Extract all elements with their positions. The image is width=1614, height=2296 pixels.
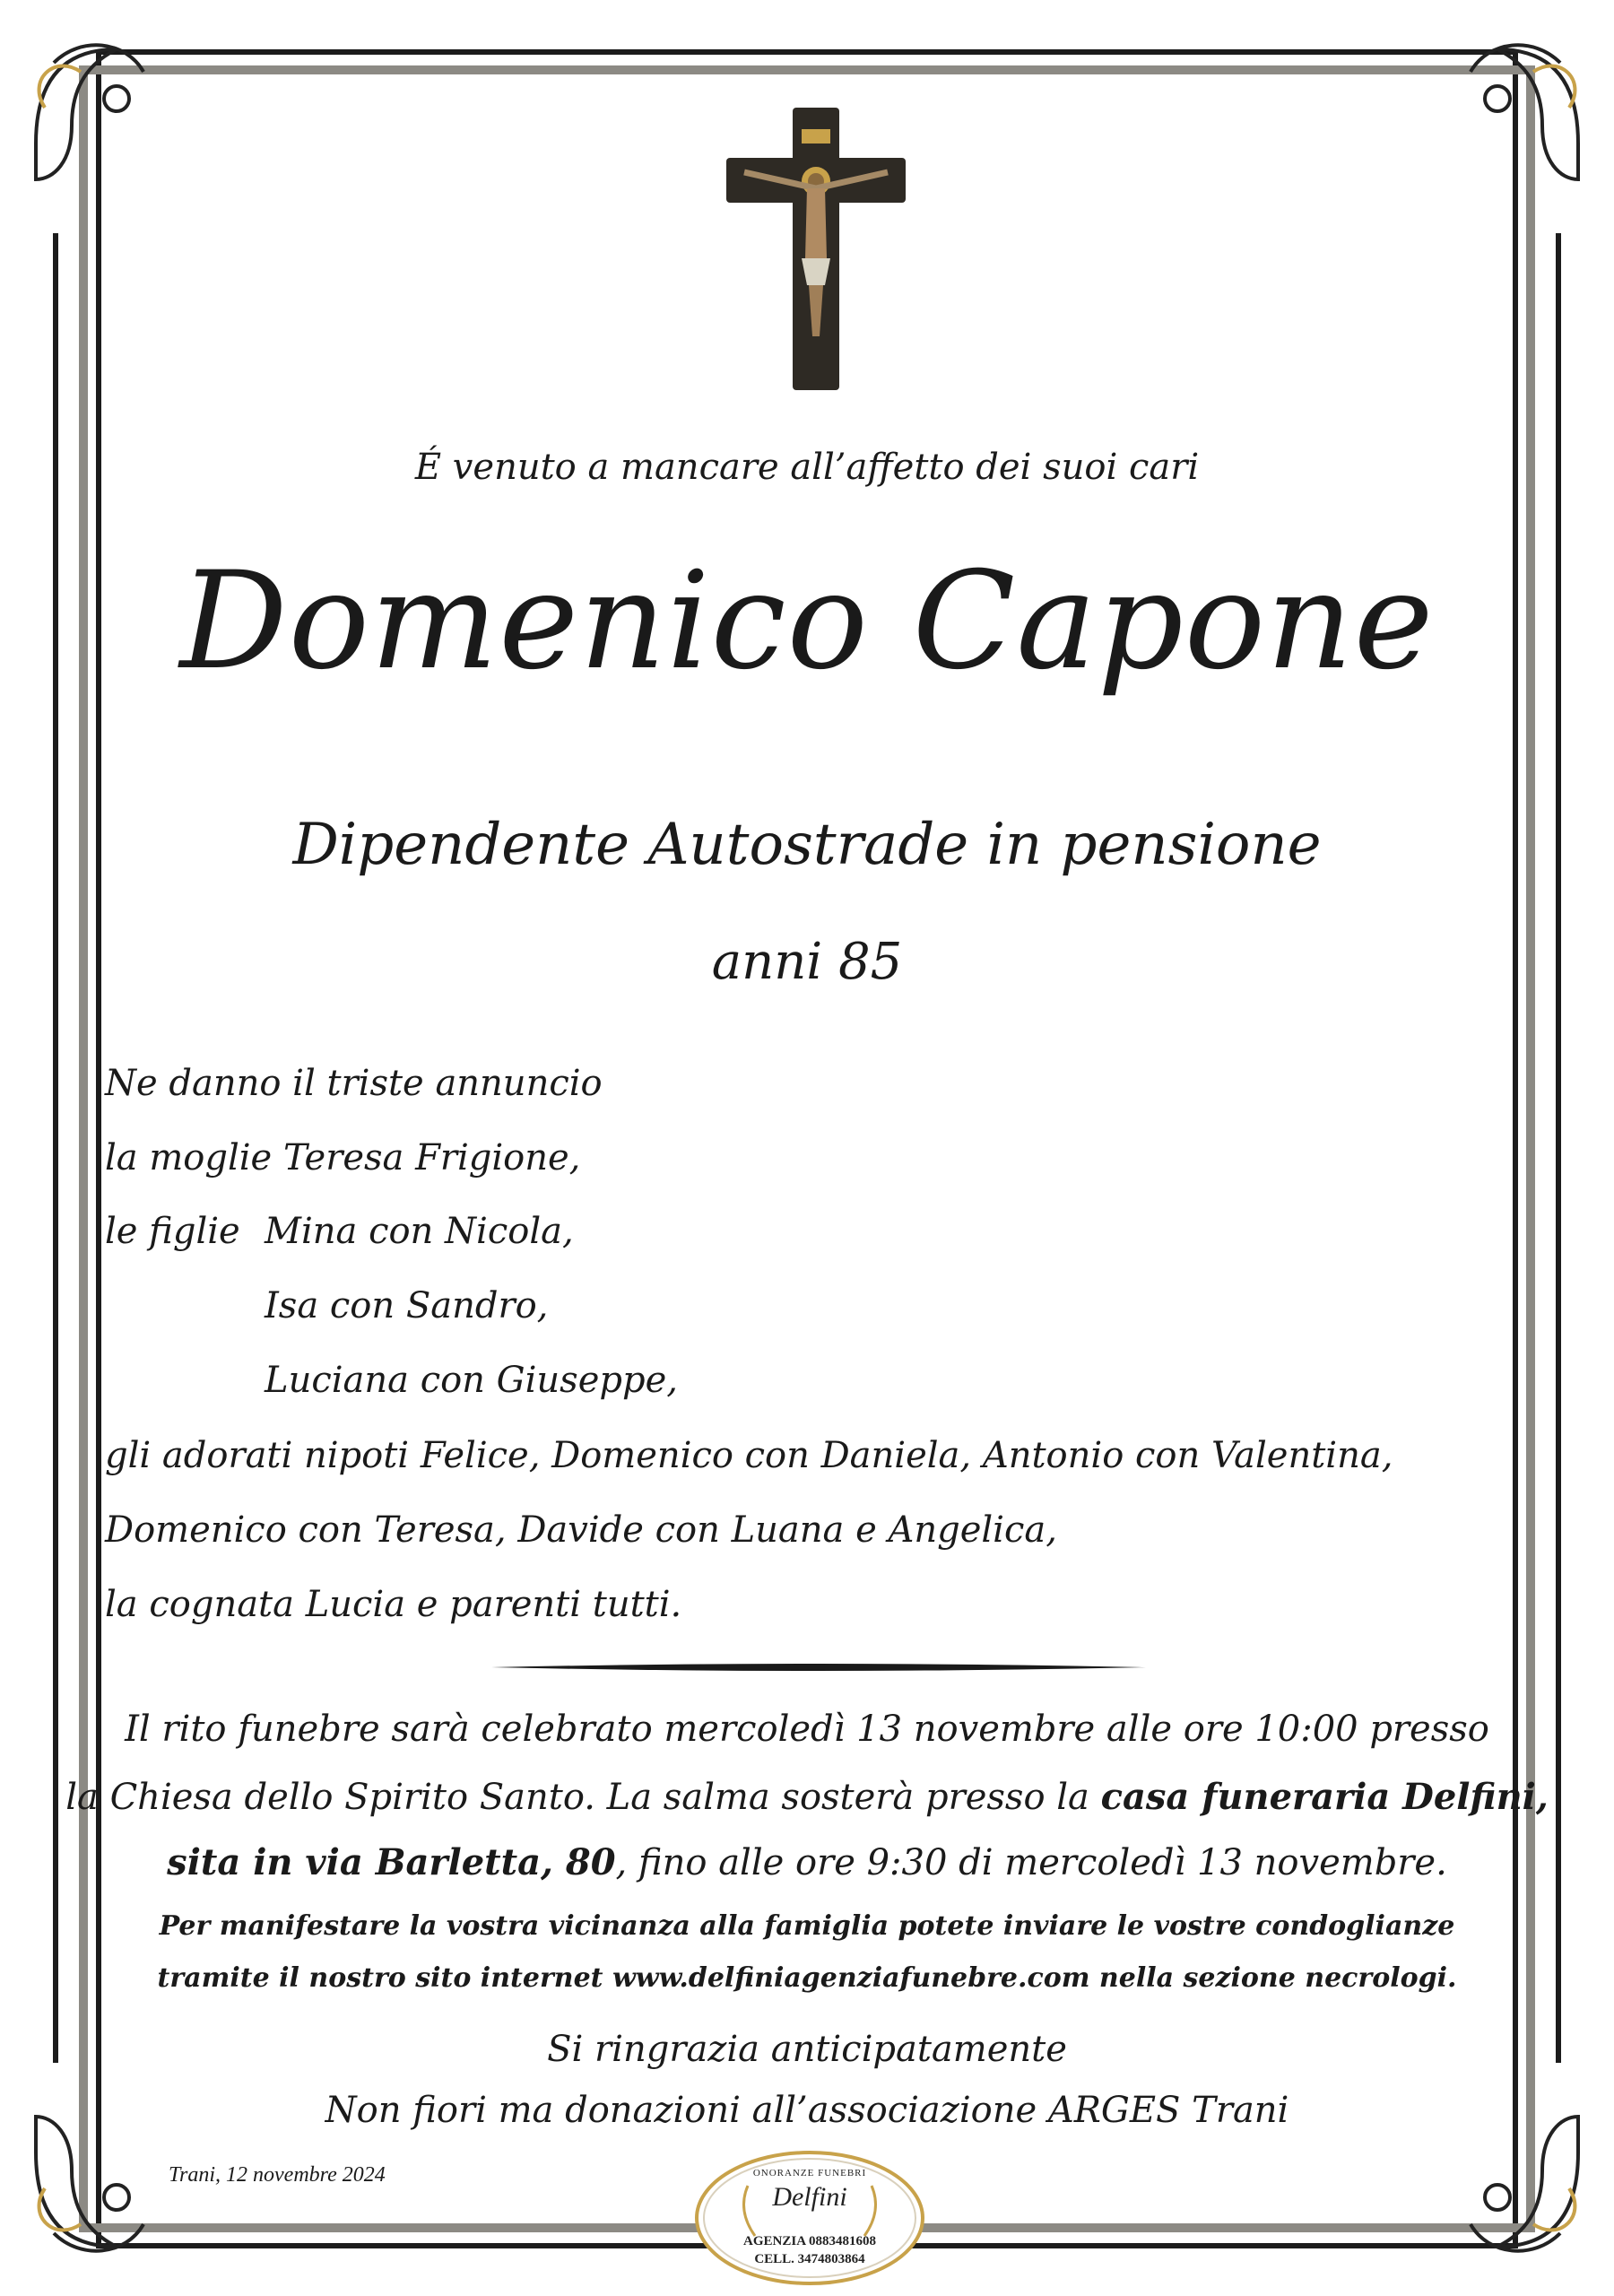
thanks-text: Si ringrazia anticipatamente [547,2029,1067,2070]
donations-text: Non fiori ma donazioni all’associazione ARGES Trani [325,2090,1289,2131]
family-line-6: gli adorati nipoti Felice, Domenico con Daniela, Antonio con Valentina, [105,1435,1393,1476]
intro-text: É venuto a mancare all’affetto dei suoi cari [414,447,1200,488]
agency-top-label: ONORANZE FUNEBRI [752,2168,867,2179]
daughter-1-text: Mina con Nicola, [265,1211,574,1252]
agency-phone: AGENZIA 0883481608 [743,2234,876,2248]
family-daughter-3: Luciana con Giuseppe, [265,1360,678,1401]
family-daughter-1 [105,1211,574,1252]
notice-line-2: tramite il nostro sito internet www.delfiniagenziafunebre.com nella sezione necrologi. [157,1962,1457,1994]
daughters-label: le figlie [105,1211,240,1252]
funeral-line-1: Il rito funebre sarà celebrato mercoledì 13 novembre alle ore 10:00 presso [125,1709,1489,1750]
family-daughter-2: Isa con Sandro, [265,1285,549,1326]
funeral-line-3-plain: , fino alle ore 9:30 di mercoledì 13 novembre. [615,1842,1447,1883]
family-line-2: la moglie Teresa Frigione, [105,1137,581,1178]
family-line-7: Domenico con Teresa, Davide con Luana e Angelica, [105,1509,1057,1551]
family-line-8: la cognata Lucia e parenti tutti. [105,1584,682,1625]
agency-badge [692,2148,927,2287]
agency-name: Delfini [772,2182,847,2212]
corner-ornament-top-left [36,45,143,179]
deceased-role: Dipendente Autostrade in pensione [292,812,1322,878]
family-line-1: Ne danno il triste annuncio [105,1063,603,1104]
corner-ornament-top-right [1471,45,1578,179]
separator-line [491,1662,1146,1673]
deceased-name: Domenico Capone [179,544,1435,700]
funeral-line-2-bold: casa funeraria Delfini, [1100,1776,1549,1818]
deceased-age: anni 85 [711,933,903,991]
funeral-line-2-plain: la Chiesa dello Spirito Santo. La salma sosterà presso la [65,1777,1101,1818]
funeral-line-2 [0,1776,1614,1818]
agency-cell: CELL. 3474803864 [754,2252,865,2266]
funeral-line-3 [0,1841,1614,1883]
announcement-date: Trani, 12 novembre 2024 [169,2163,386,2187]
funeral-line-3-bold: sita in via Barletta, 80 [167,1841,616,1883]
notice-line-1: Per manifestare la vostra vicinanza alla famiglia potete inviare le vostre condoglianze [159,1910,1455,1942]
crucifix-icon [708,99,924,395]
